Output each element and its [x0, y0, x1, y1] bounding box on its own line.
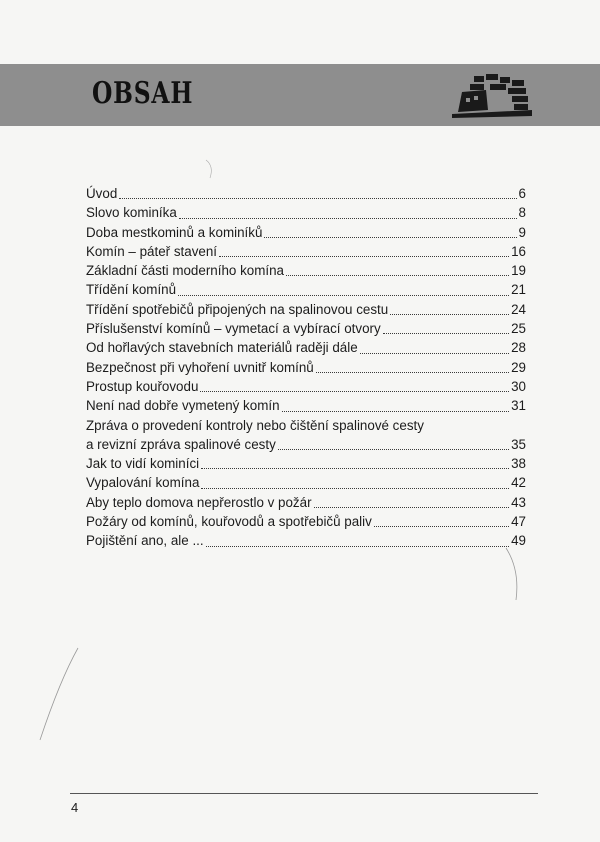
- dot-leader: [390, 314, 509, 315]
- toc-entry-title: Třídění komínů: [86, 282, 177, 298]
- dot-leader: [119, 198, 516, 199]
- toc-entry: [86, 512, 526, 531]
- toc-entry-page: 42: [511, 475, 526, 491]
- toc-entry: [86, 396, 526, 415]
- table-of-contents: [86, 184, 526, 551]
- toc-entry-page: 8: [518, 205, 526, 221]
- toc-entry: [86, 261, 526, 280]
- toc-entry-page: 49: [511, 533, 526, 549]
- toc-entry-title: Slovo kominíka: [86, 205, 177, 221]
- toc-entry-page: 31: [511, 398, 526, 414]
- toc-entry-page: 16: [511, 243, 526, 259]
- dot-leader: [264, 237, 516, 238]
- page-title: OBSAH: [92, 76, 194, 111]
- dot-leader: [383, 333, 509, 334]
- toc-entry-title: Není nad dobře vymetený komín: [86, 398, 280, 414]
- dot-leader: [178, 295, 509, 296]
- dot-leader: [360, 353, 509, 354]
- toc-entry: [86, 242, 526, 261]
- toc-entry-title: Požáry od komínů, kouřovodů a spotřebičů paliv: [86, 514, 372, 530]
- dot-leader: [219, 256, 509, 257]
- dot-leader: [374, 526, 509, 527]
- toc-entry-title: Příslušenství komínů – vymetací a vybírací otvory: [86, 321, 381, 337]
- toc-entry-page: 19: [511, 263, 526, 279]
- toc-entry-title: Doba mestkominů a kominíků: [86, 224, 263, 240]
- toc-entry-page: 9: [518, 224, 526, 240]
- dot-leader: [201, 468, 509, 469]
- toc-entry-title: Pojištění ano, ale ...: [86, 533, 204, 549]
- dot-leader: [201, 488, 509, 489]
- toc-entry: [86, 300, 526, 319]
- toc-entry-title: Třídění spotřebičů připojených na spalinovou cestu: [86, 301, 389, 317]
- page-number: 4: [71, 800, 79, 815]
- toc-entry: [86, 454, 526, 473]
- dot-leader: [200, 391, 509, 392]
- toc-entry-page: 25: [511, 321, 526, 337]
- toc-entry-page: 29: [511, 359, 526, 375]
- toc-entry: [86, 184, 526, 203]
- toc-entry: [86, 377, 526, 396]
- toc-entry-page: 24: [511, 301, 526, 317]
- toc-entry-title: Zpráva o provedení kontroly nebo čištění spalinové cesty: [86, 417, 424, 433]
- footer-divider: [70, 793, 538, 794]
- toc-entry-page: 47: [511, 514, 526, 530]
- dot-leader: [282, 411, 510, 412]
- toc-entry: [86, 223, 526, 242]
- toc-entry-page: 30: [511, 378, 526, 394]
- toc-entry: [86, 203, 526, 222]
- toc-entry-title: Komín – páteř stavení: [86, 243, 218, 259]
- toc-entry-title: Prostup kouřovodu: [86, 378, 199, 394]
- dot-leader: [314, 507, 510, 508]
- toc-entry-page: 21: [511, 282, 526, 298]
- toc-entry-title: Úvod: [86, 186, 118, 201]
- toc-entry-page: 38: [511, 456, 526, 472]
- toc-entry: [86, 493, 526, 512]
- toc-entry: [86, 358, 526, 377]
- dot-leader: [206, 546, 509, 547]
- toc-entry-title: Od hořlavých stavebních materiálů raději dále: [86, 340, 358, 356]
- toc-entry-title: Základní části moderního komína: [86, 263, 284, 279]
- dot-leader: [286, 275, 509, 276]
- toc-entry-continuation: [86, 435, 526, 454]
- toc-entry: [86, 416, 526, 435]
- toc-entry: [86, 280, 526, 299]
- toc-entry-page: 6: [518, 186, 526, 201]
- toc-entry-title: a revizní zpráva spalinové cesty: [86, 436, 276, 452]
- dot-leader: [316, 372, 509, 373]
- toc-entry-title: Aby teplo domova nepřerostlo v požár: [86, 494, 312, 510]
- dot-leader: [179, 218, 517, 219]
- toc-entry-title: Bezpečnost při vyhoření uvnitř komínů: [86, 359, 314, 375]
- toc-entry: [86, 338, 526, 357]
- toc-entry: [86, 473, 526, 492]
- toc-entry: [86, 531, 526, 550]
- toc-entry-page: 35: [511, 436, 526, 452]
- toc-entry-title: Jak to vidí kominíci: [86, 456, 200, 472]
- toc-entry-title: Vypalování komína: [86, 475, 200, 491]
- toc-entry-page: 43: [511, 494, 526, 510]
- dot-leader: [278, 449, 509, 450]
- toc-entry: [86, 319, 526, 338]
- toc-entry-page: 28: [511, 340, 526, 356]
